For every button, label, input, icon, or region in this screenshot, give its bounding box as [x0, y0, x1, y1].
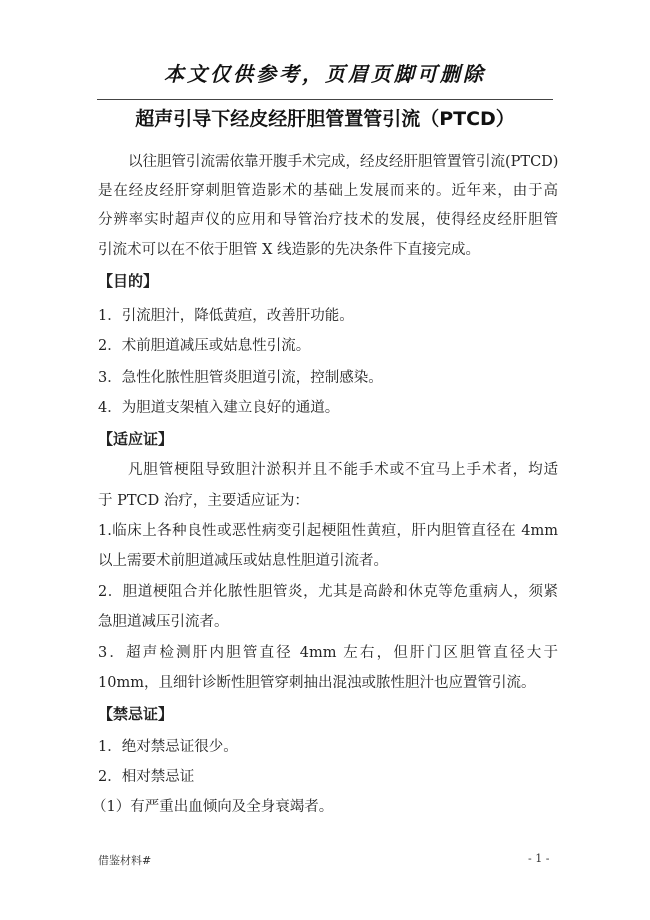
indication-intro-1: 凡胆管梗阻导致胆汁淤积并且不能手术或不宜马上手术者，均适 [128, 462, 558, 478]
contra-item-2: 2．相对禁忌证 [98, 769, 195, 785]
page-number: - 1 - [528, 852, 550, 865]
purpose-item-4: 4．为胆道支架植入建立良好的通道。 [98, 400, 340, 416]
header-divider [97, 99, 553, 100]
contra-item-3: （1）有严重出血倾向及全身衰竭者。 [92, 799, 334, 815]
header-note: 本文仅供参考，页眉页脚可删除 [164, 62, 486, 86]
intro-line-4: 引流术可以在不依于胆管 X 线造影的先决条件下直接完成。 [98, 242, 481, 258]
document-title: 超声引导下经皮经肝胆管置管引流（PTCD） [135, 108, 515, 130]
purpose-item-2: 2．术前胆道减压或姑息性引流。 [98, 338, 311, 354]
indication-item-2b: 急胆道减压引流者。 [98, 614, 229, 630]
indication-item-3b: 10mm，且细针诊断性胆管穿刺抽出混浊或脓性胆汁也应置管引流。 [98, 675, 536, 691]
purpose-heading: 【目的】 [98, 272, 159, 290]
purpose-item-1: 1．引流胆汁，降低黄疸，改善肝功能。 [98, 308, 354, 324]
intro-line-2: 是在经皮经肝穿刺胆管造影术的基础上发展而来的。近年来，由于高 [98, 183, 558, 199]
indication-intro-2: 于 PTCD 治疗，主要适应证为： [98, 493, 309, 509]
indication-item-1b: 以上需要术前胆道减压或姑息性胆道引流者。 [98, 553, 388, 569]
contra-item-1: 1．绝对禁忌证很少。 [98, 739, 238, 755]
footer-note: 借鉴材料# [98, 854, 152, 867]
contra-heading: 【禁忌证】 [98, 705, 174, 723]
indication-heading: 【适应证】 [98, 430, 174, 448]
indication-item-1a: 1.临床上各种良性或恶性病变引起梗阻性黄疸，肝内胆管直径在 4mm [98, 523, 558, 539]
indication-item-2a: 2．胆道梗阻合并化脓性胆管炎，尤其是高龄和休克等危重病人，须紧 [98, 584, 558, 600]
purpose-item-3: 3．急性化脓性胆管炎胆道引流，控制感染。 [98, 370, 383, 386]
indication-item-3a: 3．超声检测肝内胆管直径 4mm 左右，但肝门区胆管直径大于 [98, 645, 558, 661]
intro-line-1: 以往胆管引流需依靠开腹手术完成，经皮经肝胆管置管引流(PTCD) [128, 154, 559, 170]
intro-line-3: 分辨率实时超声仪的应用和导管治疗技术的发展，使得经皮经肝胆管 [98, 212, 558, 228]
